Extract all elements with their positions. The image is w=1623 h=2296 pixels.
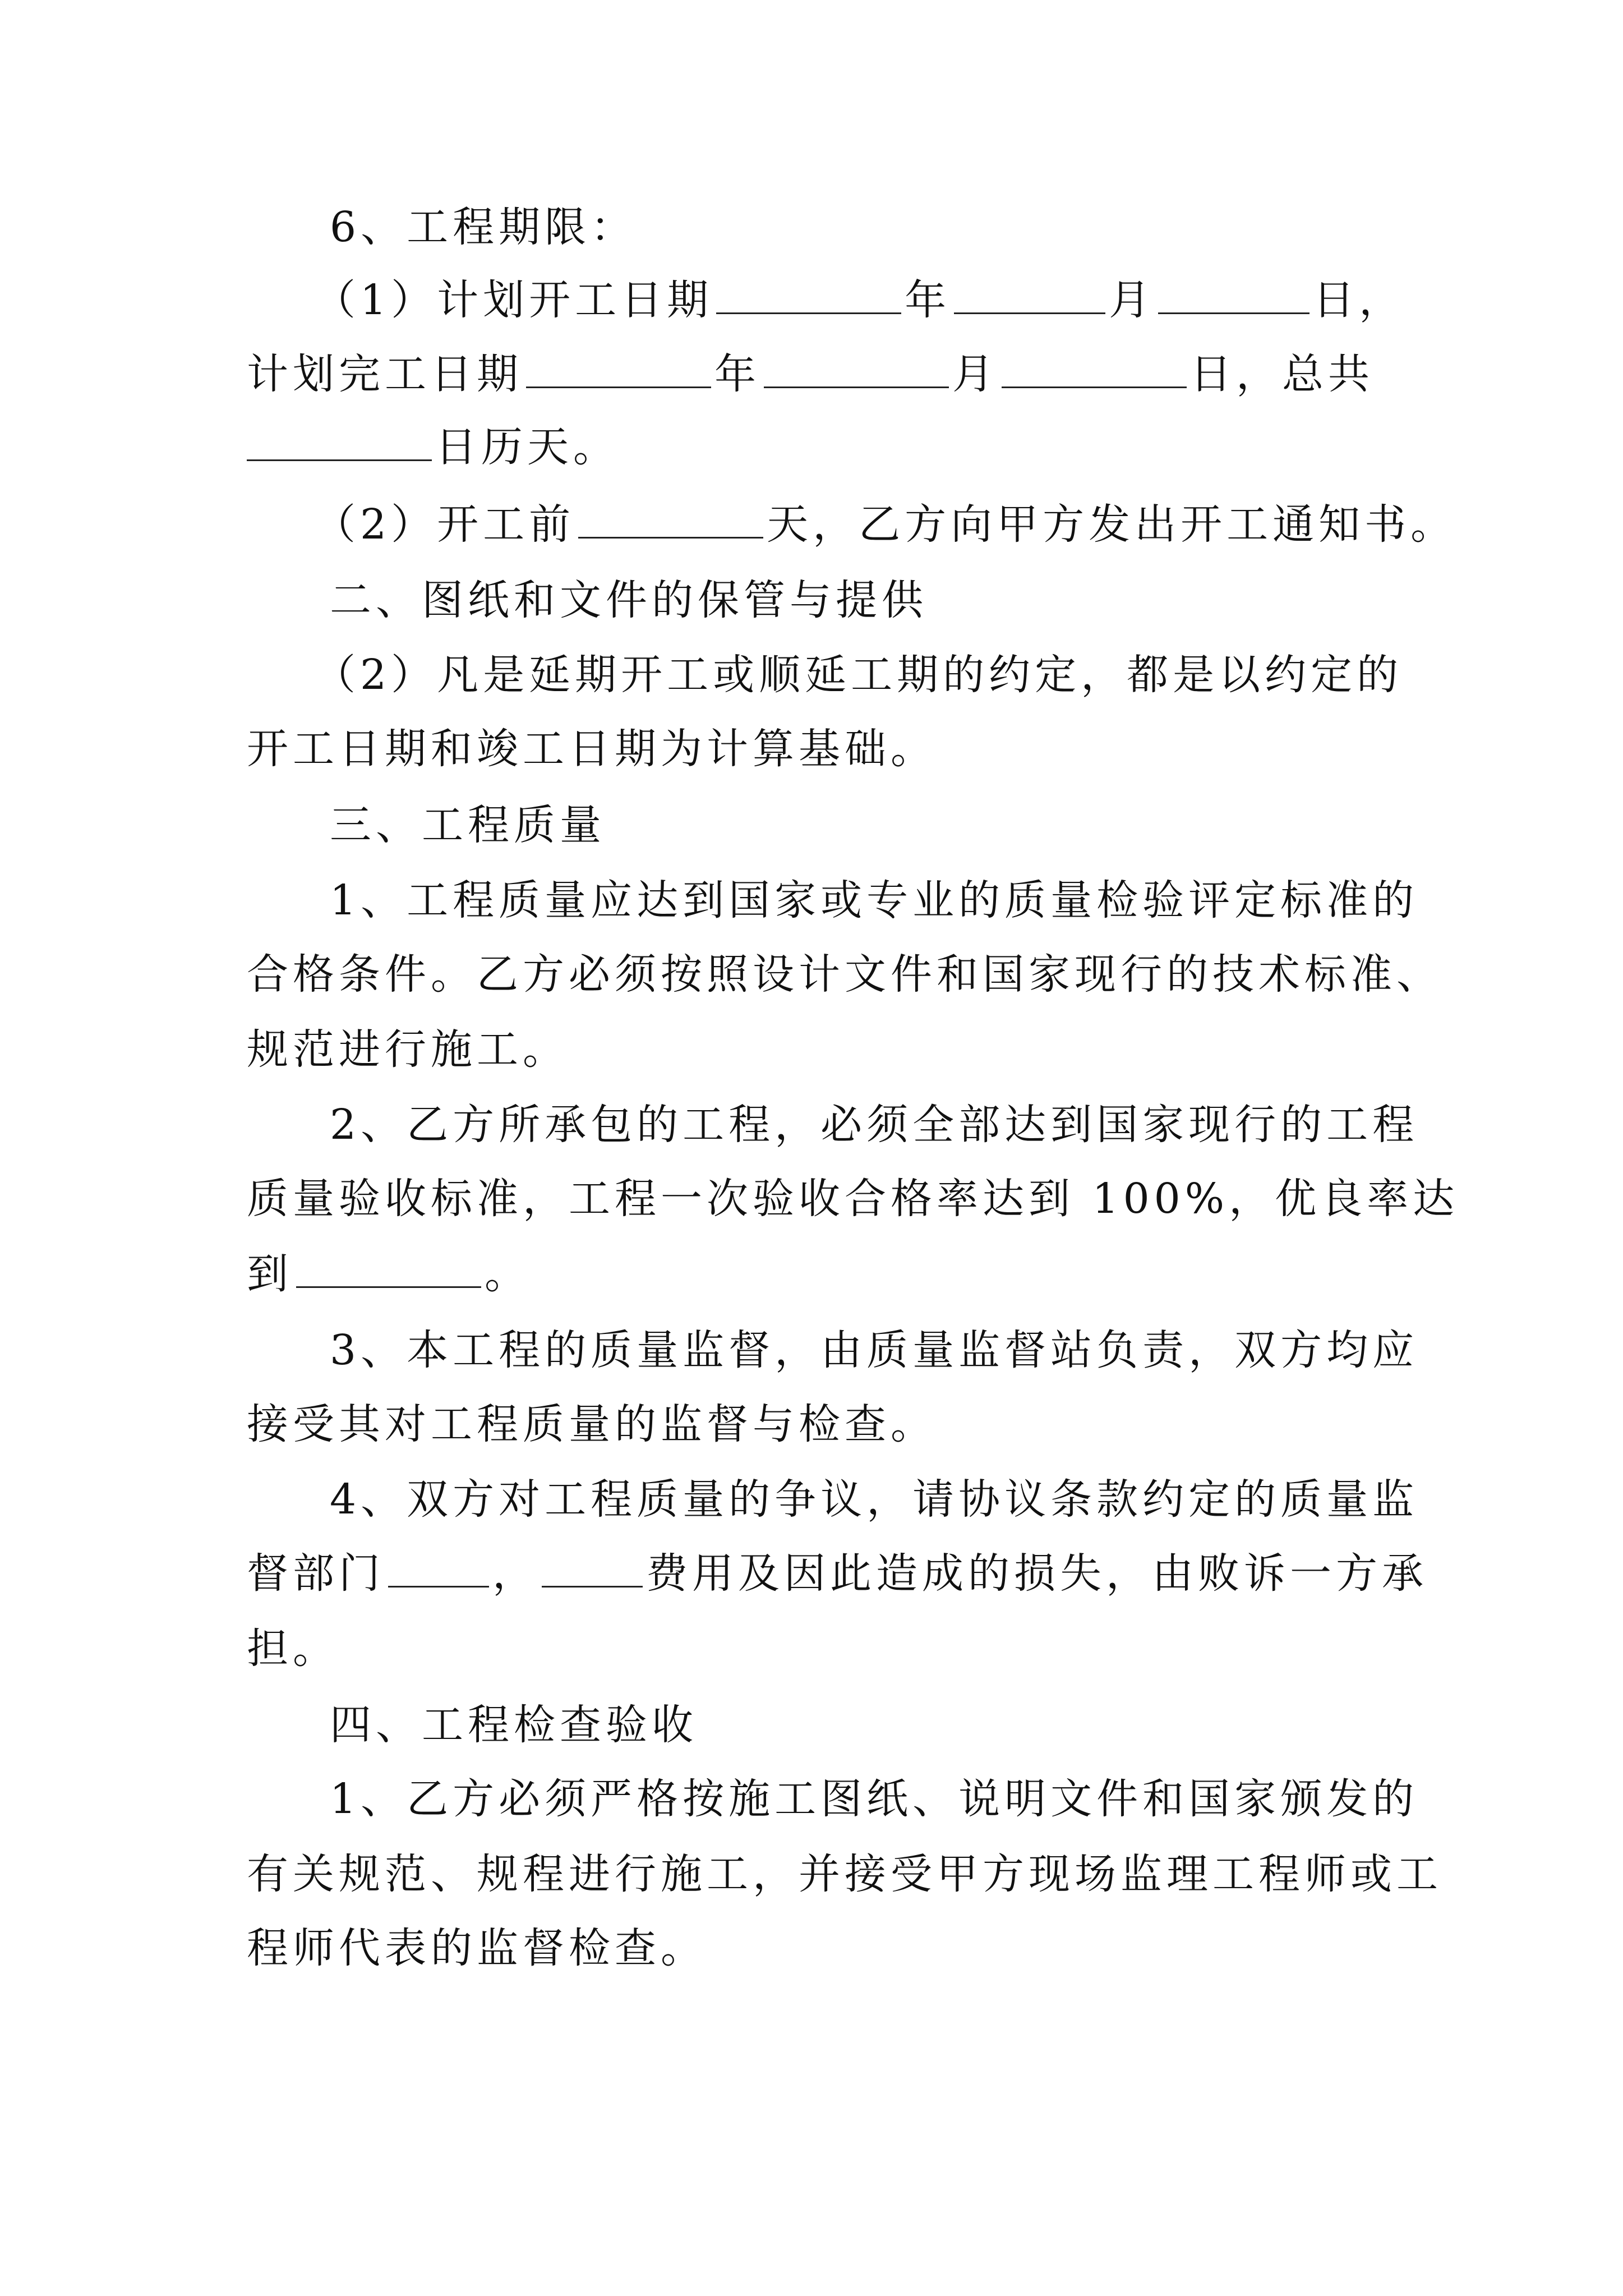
dispute-dept-label: 督部门 — [247, 1549, 385, 1598]
start-month-blank — [954, 278, 1105, 314]
paragraph-line — [330, 1322, 1418, 1378]
paragraph-text: 开工日期和竣工日期为计算基础。 — [247, 725, 937, 773]
paragraph-line — [330, 1771, 1418, 1827]
day-label: 日， — [1313, 276, 1405, 324]
start-year-blank — [716, 278, 901, 314]
quality-rate-line — [247, 1246, 531, 1302]
paragraph-text: 3、本工程的质量监督，由质量监督站负责，双方均应 — [330, 1326, 1419, 1374]
paragraph-line — [247, 1920, 707, 1976]
start-notice-line — [314, 496, 1456, 553]
dispute-cost-text: 费用及因此造成的损失，由败诉一方承 — [646, 1549, 1428, 1598]
year-label: 年 — [905, 276, 951, 324]
comma: ， — [492, 1549, 538, 1598]
heading-2 — [330, 572, 928, 628]
start-notice-text: 天，乙方向甲方发出开工通知书。 — [767, 500, 1457, 549]
dispute-cost-blank — [542, 1551, 643, 1588]
paragraph-text: 1、工程质量应达到国家或专业的质量检验评定标准的 — [330, 876, 1419, 924]
paragraph-text: 质量验收标准，工程一次验收合格率达到 100%，优良率达 — [247, 1175, 1459, 1223]
quality-rate-blank — [296, 1251, 481, 1288]
dispute-line — [247, 1545, 1428, 1602]
paragraph-line — [330, 1471, 1418, 1527]
paragraph-line — [247, 721, 937, 777]
month-label: 月 — [1109, 276, 1155, 324]
start-notice-label: （2）开工前 — [314, 500, 575, 549]
section-6-title — [330, 199, 637, 255]
finish-year-blank — [526, 352, 711, 388]
heading-2-text: 二、图纸和文件的保管与提供 — [330, 576, 928, 624]
paragraph-text: 2、乙方所承包的工程，必须全部达到国家现行的工程 — [330, 1101, 1419, 1149]
paragraph-text: 1、乙方必须严格按施工图纸、说明文件和国家颁发的 — [330, 1775, 1419, 1823]
start-day-blank — [1158, 278, 1310, 314]
paragraph-text: 规范进行施工。 — [247, 1025, 569, 1074]
paragraph-text: 合格条件。乙方必须按照设计文件和国家现行的技术标准、 — [247, 950, 1442, 999]
paragraph-line — [247, 1621, 339, 1677]
finish-month-blank — [764, 352, 949, 388]
month-label: 月 — [952, 350, 998, 398]
paragraph-text: 4、双方对工程质量的争议，请协议条款约定的质量监 — [330, 1475, 1419, 1524]
finish-day-blank — [1002, 352, 1187, 388]
year-label: 年 — [714, 350, 760, 398]
paragraph-line — [247, 946, 1442, 1002]
paragraph-text: 程师代表的监督检查。 — [247, 1924, 707, 1972]
heading-4 — [330, 1697, 698, 1753]
heading-3-text: 三、工程质量 — [330, 801, 606, 849]
total-label: 日，总共 — [1190, 350, 1374, 398]
heading-4-text: 四、工程检查验收 — [330, 1701, 698, 1749]
paragraph-line — [330, 872, 1418, 928]
paragraph-text: 有关规范、规程进行施工，并接受甲方现场监理工程师或工 — [247, 1850, 1442, 1898]
planned-start-label: （1）计划开工日期 — [314, 276, 713, 324]
planned-start-line — [314, 272, 1405, 328]
paragraph-line — [314, 647, 1403, 703]
section-6-title-text: 6、工程期限： — [330, 203, 637, 251]
paragraph-text: （2）凡是延期开工或顺延工期的约定，都是以约定的 — [314, 651, 1403, 699]
heading-3 — [330, 797, 606, 853]
paragraph-line — [247, 1171, 1459, 1227]
paragraph-text: 接受其对工程质量的监督与检查。 — [247, 1400, 937, 1448]
paragraph-line — [330, 1097, 1418, 1153]
paragraph-line — [247, 1396, 937, 1452]
planned-finish-label: 计划完工日期 — [247, 350, 523, 398]
quality-rate-label: 到 — [247, 1250, 293, 1298]
paragraph-line — [247, 1846, 1442, 1902]
planned-finish-line — [247, 346, 1374, 402]
notice-days-blank — [578, 502, 763, 539]
period: 。 — [485, 1250, 531, 1298]
paragraph-line — [247, 1022, 569, 1078]
paragraph-text: 担。 — [247, 1625, 339, 1673]
calendar-days-line — [247, 419, 619, 475]
calendar-days-blank — [247, 425, 432, 461]
dispute-dept-blank — [388, 1551, 489, 1588]
calendar-days-label: 日历天。 — [435, 423, 619, 471]
